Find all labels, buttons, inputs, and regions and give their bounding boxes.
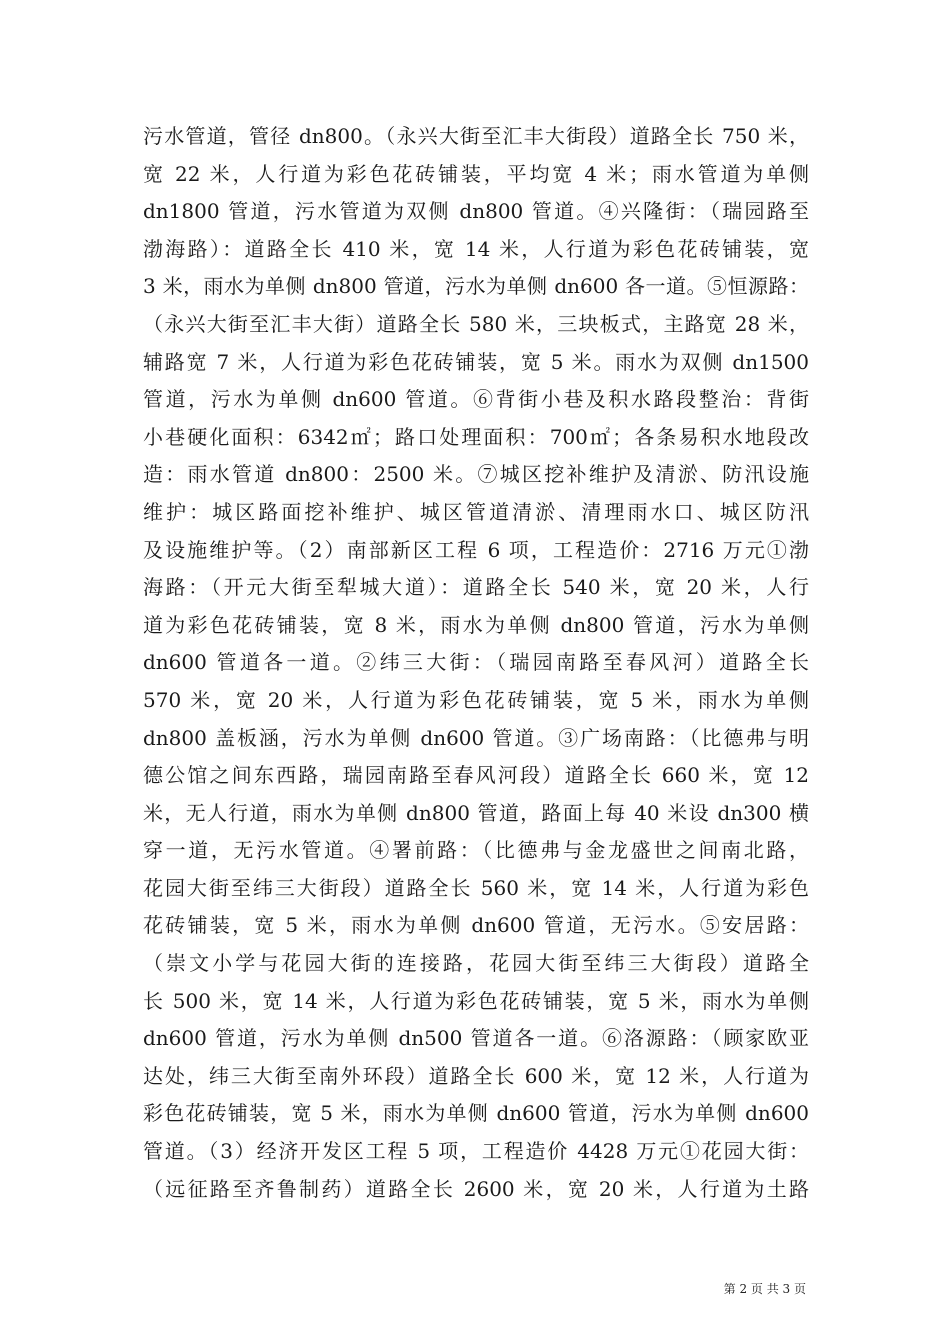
- text-line: 道为彩色花砖铺装，宽 8 米，雨水为单侧 dn800 管道，污水为单侧: [143, 612, 809, 637]
- text-line: 造：雨水管道 dn800：2500 米。⑦城区挖补维护及清淤、防汛设施: [143, 462, 809, 487]
- text-line: 维护：城区路面挖补维护、城区管道清淤、清理雨水口、城区防汛: [143, 499, 809, 524]
- text-line: 彩色花砖铺装，宽 5 米，雨水为单侧 dn600 管道，污水为单侧 dn600: [143, 1101, 809, 1126]
- text-line: dn600 管道，污水为单侧 dn500 管道各一道。⑥洛源路：（顾家欧亚: [143, 1026, 809, 1051]
- text-line: 宽 22 米，人行道为彩色花砖铺装，平均宽 4 米；雨水管道为单侧: [143, 161, 809, 186]
- text-line: 达处，纬三大街至南外环段）道路全长 600 米，宽 12 米，人行道为: [143, 1063, 809, 1088]
- text-line: 长 500 米，宽 14 米，人行道为彩色花砖铺装，宽 5 米，雨水为单侧: [143, 988, 809, 1013]
- text-line: 渤海路）：道路全长 410 米，宽 14 米，人行道为彩色花砖铺装，宽: [143, 236, 809, 261]
- text-line: 花砖铺装，宽 5 米，雨水为单侧 dn600 管道，无污水。⑤安居路：: [143, 913, 809, 938]
- text-line: dn1800 管道，污水管道为双侧 dn800 管道。④兴隆街：（瑞园路至: [143, 199, 809, 224]
- text-line: 辅路宽 7 米，人行道为彩色花砖铺装，宽 5 米。雨水为双侧 dn1500: [143, 349, 809, 374]
- text-line: 海路：（开元大街至犁城大道）：道路全长 540 米，宽 20 米，人行: [143, 575, 809, 600]
- body-text: [143, 118, 809, 1208]
- text-line: 德公馆之间东西路，瑞园南路至春风河段）道路全长 660 米，宽 12: [143, 763, 809, 788]
- text-line: （永兴大街至汇丰大街）道路全长 580 米，三块板式，主路宽 28 米，: [143, 311, 809, 336]
- text-line: 管道，污水为单侧 dn600 管道。⑥背街小巷及积水路段整治：背街: [143, 387, 809, 412]
- text-line: 管道。（3）经济开发区工程 5 项，工程造价 4428 万元①花园大街：: [143, 1139, 809, 1164]
- text-line: 污水管道，管径 dn800。（永兴大街至汇丰大街段）道路全长 750 米，: [143, 124, 809, 148]
- text-line: （崇文小学与花园大街的连接路，花园大街至纬三大街段）道路全: [143, 951, 809, 976]
- text-line: 穿一道，无污水管道。④署前路：（比德弗与金龙盛世之间南北路，: [143, 838, 809, 863]
- page-number: 第 2 页 共 3 页: [723, 1282, 806, 1296]
- text-line: （远征路至齐鲁制药）道路全长 2600 米，宽 20 米，人行道为土路: [143, 1176, 809, 1201]
- text-line: 570 米，宽 20 米，人行道为彩色花砖铺装，宽 5 米，雨水为单侧: [143, 687, 809, 712]
- text-line: 花园大街至纬三大街段）道路全长 560 米，宽 14 米，人行道为彩色: [143, 875, 809, 900]
- text-line: 3 米，雨水为单侧 dn800 管道，污水为单侧 dn600 各一道。⑤恒源路：: [143, 274, 809, 299]
- text-line: 小巷硬化面积：6342㎡；路口处理面积：700㎡；各条易积水地段改: [143, 424, 809, 449]
- text-line: dn600 管道各一道。②纬三大街：（瑞园南路至春风河）道路全长: [143, 650, 809, 675]
- text-line: 米，无人行道，雨水为单侧 dn800 管道，路面上每 40 米设 dn300 横: [143, 800, 809, 825]
- text-line: dn800 盖板涵，污水为单侧 dn600 管道。③广场南路：（比德弗与明: [143, 725, 809, 750]
- text-line: 及设施维护等。（2）南部新区工程 6 项，工程造价：2716 万元①渤: [143, 537, 809, 562]
